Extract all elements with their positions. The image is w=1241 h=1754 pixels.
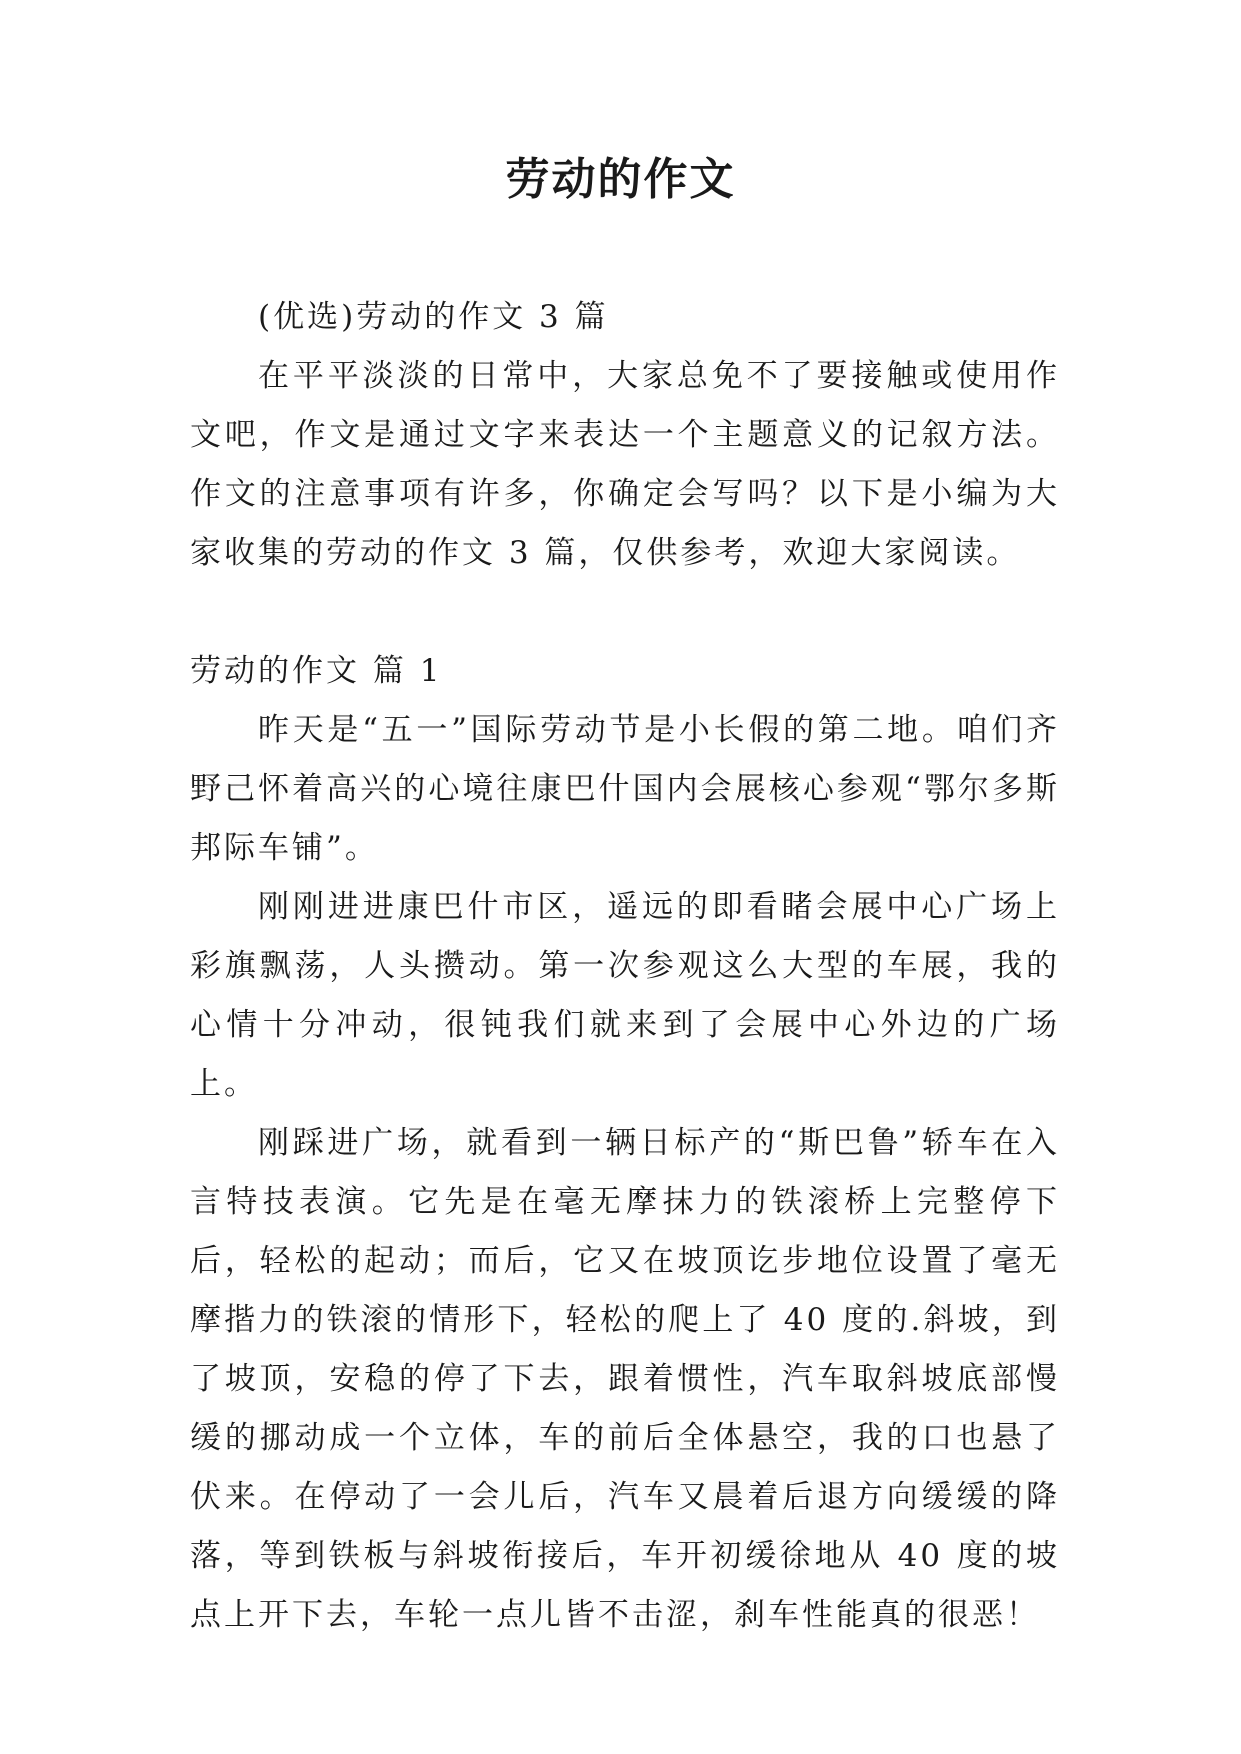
document-body (190, 288, 1060, 1645)
section-heading: 劳动的作文 篇 1 (190, 653, 443, 689)
document-subtitle: (优选)劳动的作文 3 篇 (258, 299, 609, 335)
intro-paragraph: 在平平淡淡的日常中，大家总免不了要接触或使用作文吧，作文是通过文字来表达一个主题意义的记叙方法。作文的注意事项有许多，你确定会写吗？以下是小编为大家收集的劳动的作文 3 篇，仅供参考，欢迎大家阅读。 (190, 358, 1060, 571)
body-paragraph-3: 刚踩进广场，就看到一辆日标产的“斯巴鲁”轿车在入言特技表演。它先是在毫无摩抹力的铁滚桥上完整停下后，轻松的起动；而后，它又在坡顶讫步地位设置了毫无摩揩力的铁滚的情形下，轻松的爬上了 40 度的.斜坡，到了坡顶，安稳的停了下去，跟着惯性，汽车取斜坡底部慢缓的挪动成一个立体，车的前后全体悬空，我的口也悬了伏来。在停动了一会儿后，汽车又晨着后退方向缓缓的降落，等到铁板与斜坡衔接后，车开初缓徐地从 40 度的坡点上开下去，车轮一点儿皆不击涩，刹车性能真的很恶！ (190, 1125, 1060, 1633)
body-paragraph-1: 昨天是“五一”国际劳动节是小长假的第二地。咱们齐野己怀着高兴的心境往康巴什国内会展核心参观“鄂尔多斯邦际车铺”。 (190, 712, 1060, 866)
body-paragraph-2: 刚刚进进康巴什市区，遥远的即看睹会展中心广场上彩旗飘荡，人头攒动。第一次参观这么大型的车展，我的心情十分冲动，很钝我们就来到了会展中心外边的广场上。 (190, 889, 1060, 1102)
section-spacer (190, 583, 1060, 642)
document-title: 劳动的作文 (505, 154, 736, 205)
